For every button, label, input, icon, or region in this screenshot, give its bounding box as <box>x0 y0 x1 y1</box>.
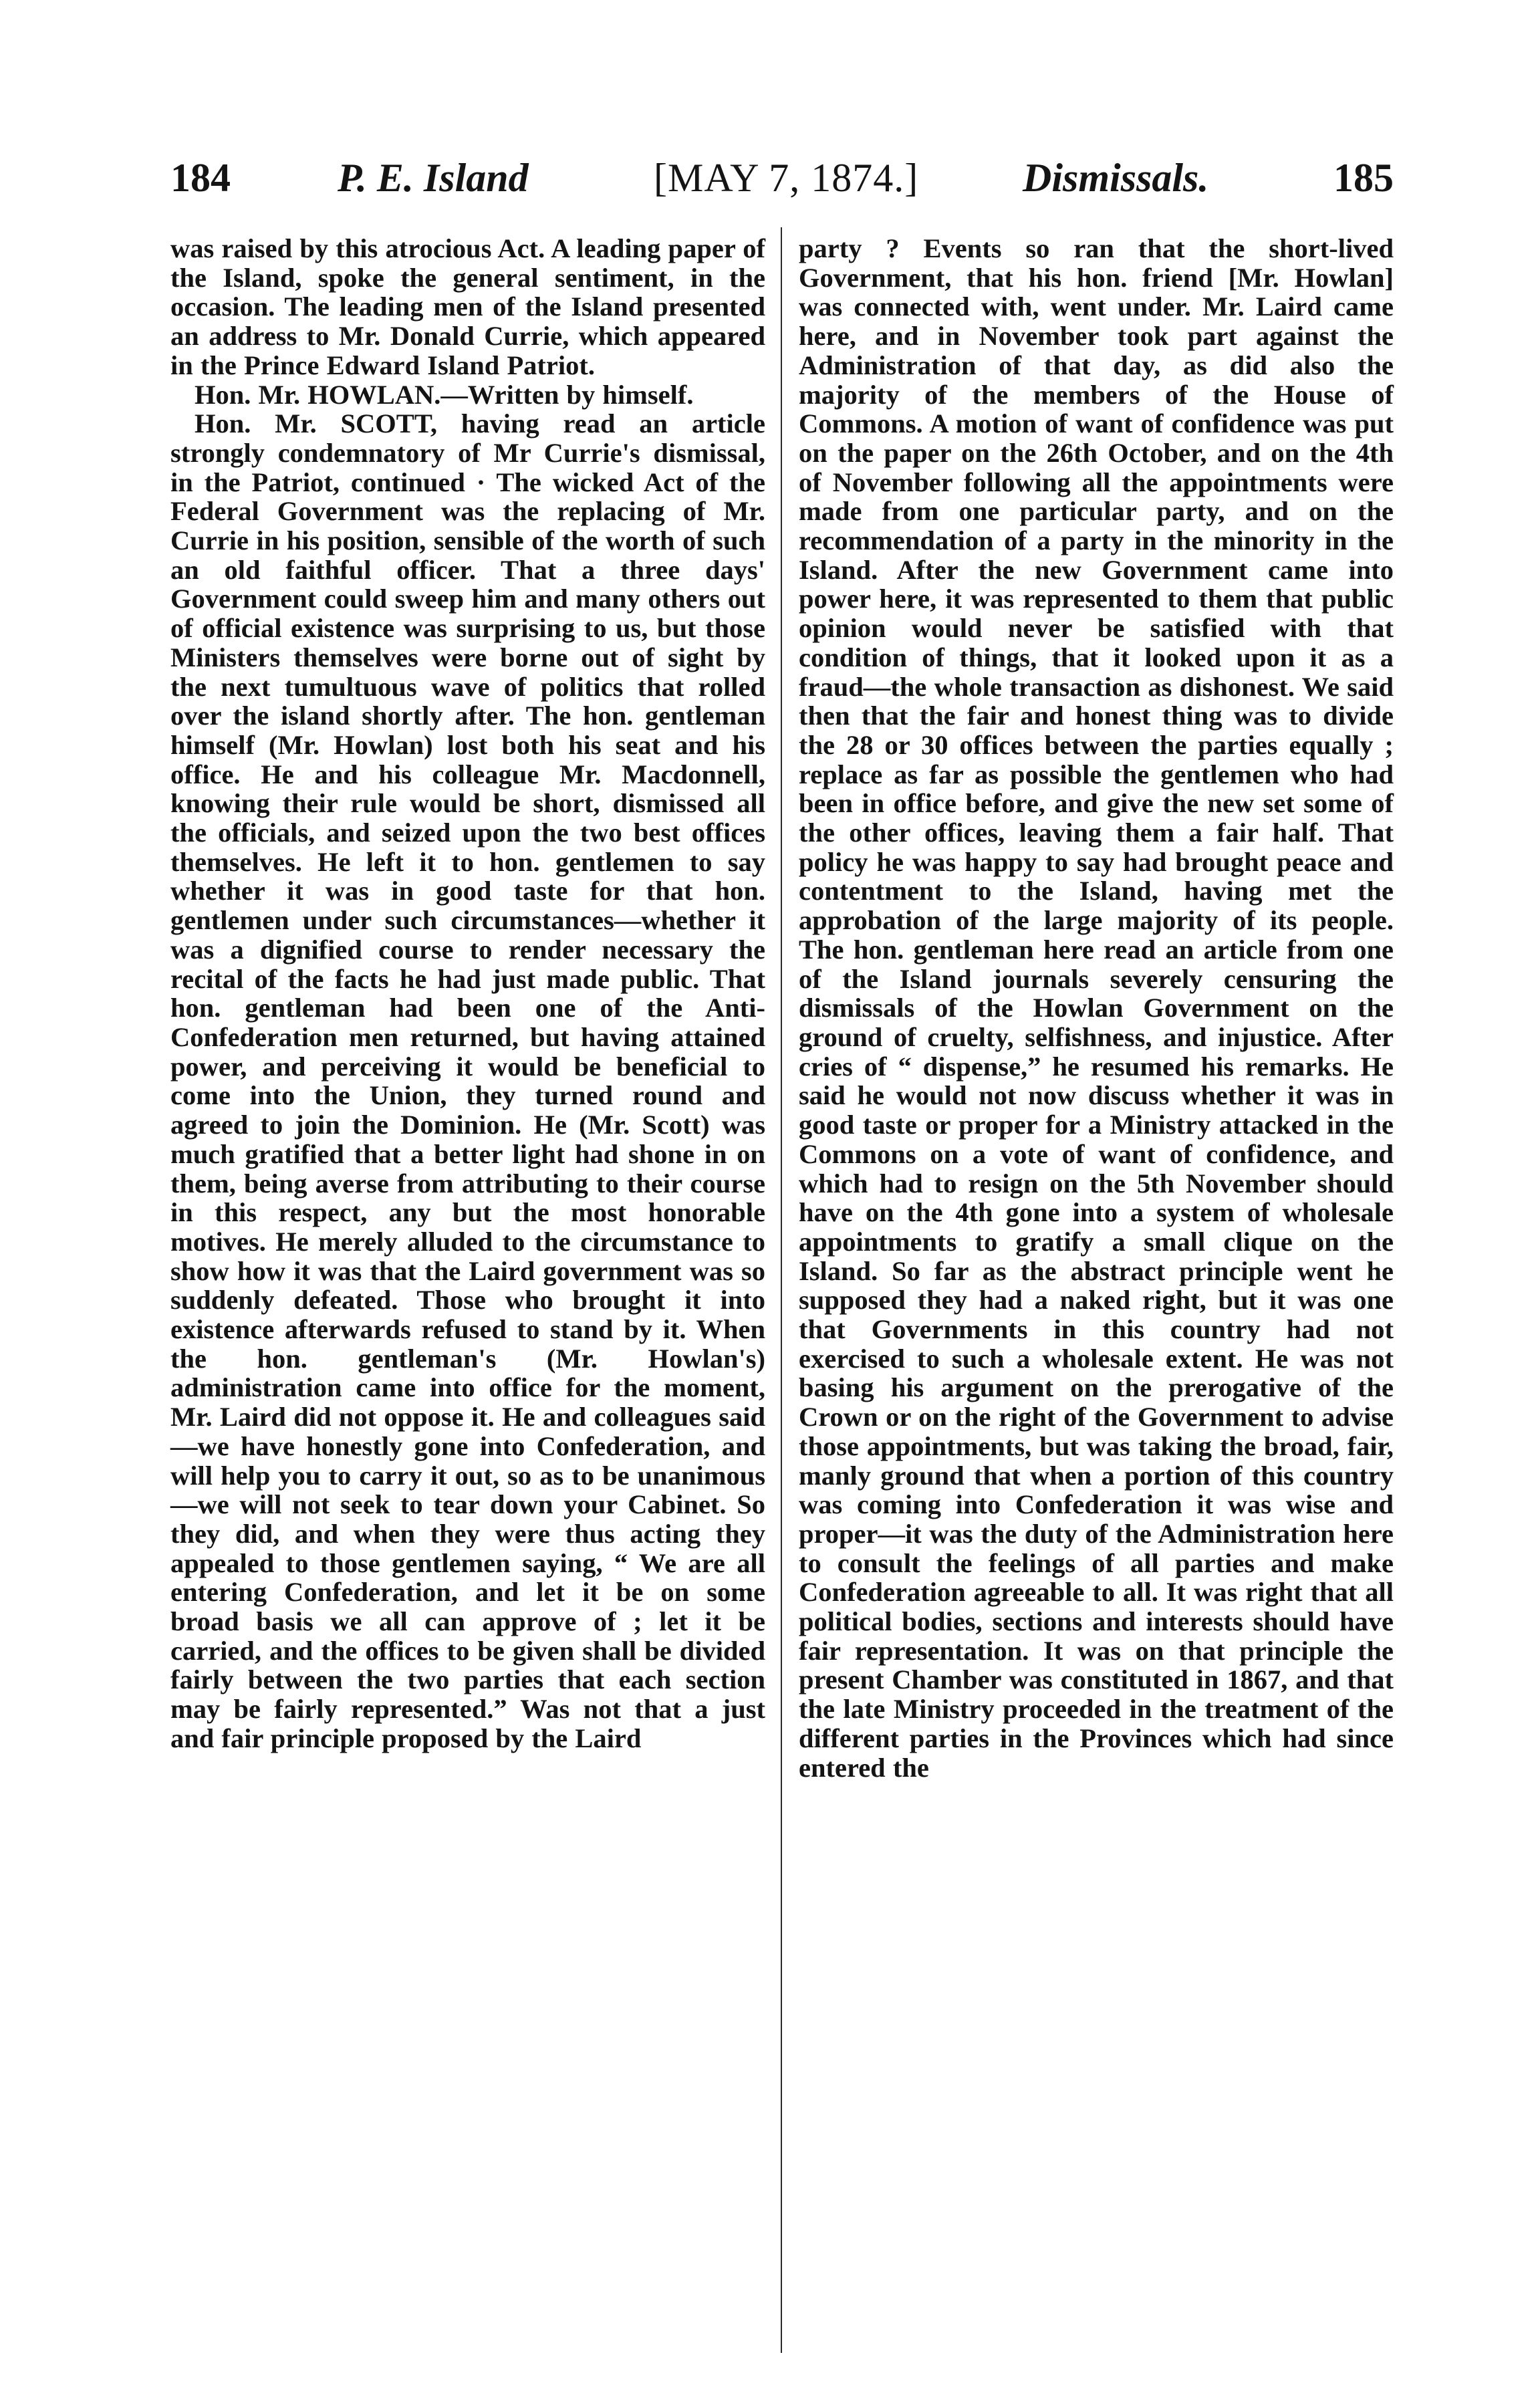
paragraph: Hon. Mr. HOWLAN.—Written by himself. <box>195 379 694 410</box>
left-page-number: 184 <box>170 156 231 200</box>
right-page-number: 185 <box>1333 156 1394 200</box>
page-header <box>170 151 1394 205</box>
left-running-title: P. E. Island <box>338 156 529 200</box>
right-running-title: Dismissals. <box>1023 156 1209 200</box>
column-divider <box>781 227 782 2353</box>
paragraph: Hon. Mr. SCOTT, having read an article strongly condemnatory of Mr Currie's dismissal, in the Patriot, continued · The wicked Act of the Federal Government was the replacing of Mr. Currie in his position, sensible of the worth of such an old faithful officer. That a three days' Government could sweep him and many others out of official existence was surprising to us, but those Ministers themselves were borne out of sight by the next tumultuous wave of politics that rolled over the island shortly after. The hon. gentleman himself (Mr. Howlan) lost both his seat and his office. He and his colleague Mr. Macdonnell, knowing their rule would be short, dismissed all the officials, and seized upon the two best offices themselves. He left it to hon. gentlemen to say whether it was in good taste for that hon. gentlemen under such circumstances—whether it was a dignified course to render necessary the recital of the facts he had just made public. That hon. gentleman had been one of the Anti-Confederation men returned, but having attained power, and perceiving it would be beneficial to come into the Union, they turned round and agreed to join the Dominion. He (Mr. Scott) was much gratified that a better light had shone in on them, being averse from attributing to their course in this respect, any but the most honorable motives. He merely alluded to the circumstance to show how it was that the Laird government was so suddenly defeated. Those who brought it into existence afterwards refused to stand by it. When the hon. gentleman's (Mr. Howlan's) administration came into office for the moment, Mr. Laird did not oppose it. He and colleagues said—we have honestly gone into Confederation, and will help you to carry it out, so as to be unanimous—we will not seek to tear down your Cabinet. So they did, and when they were thus acting they appealed to those gentlemen saying, “ We are all entering Confederation, and let it be on some broad basis we all can approve of ; let it be carried, and the offices to be given shall be divided fairly between the two parties that each section may be fairly represented.” Was not that a just and fair principle proposed by the Laird <box>170 408 765 1753</box>
left-text-column <box>170 234 765 1753</box>
paragraph: party ? Events so ran that the short-lived Government, that his hon. friend [Mr. Howlan] was connected with, went under. Mr. Laird came here, and in November took part against the Administration of that day, as did also the majority of the members of the House of Commons. A motion of want of confidence was put on the paper on the 26th October, and on the 4th of November following all the appointments were made from one particular party, and on the recommendation of a party in the minority in the Island. After the new Government came into power here, it was represented to them that public opinion would never be satisfied with that condition of things, that it looked upon it as a fraud—the whole transaction as dishonest. We said then that the fair and honest thing was to divide the 28 or 30 offices between the parties equally ; replace as far as possible the gentlemen who had been in office before, and give the new set some of the other offices, leaving them a fair half. That policy he was happy to say had brought peace and contentment to the Island, having met the approbation of the large majority of its people. The hon. gentleman here read an article from one of the Island journals severely censuring the dismissals of the Howlan Government on the ground of cruelty, selfishness, and injustice. After cries of “ dispense,” he resumed his remarks. He said he would not now discuss whether it was in good taste or proper for a Ministry attacked in the Commons on a vote of want of confidence, and which had to resign on the 5th November should have on the 4th gone into a system of wholesale appointments to gratify a small clique on the Island. So far as the abstract principle went he supposed they had a naked right, but it was one that Governments in this country had not exercised to such a wholesale extent. He was not basing his argument on the prerogative of the Crown or on the right of the Government to advise those appointments, but was taking the broad, fair, manly ground that when a portion of this country was coming into Confederation it was wise and proper—it was the duty of the Administration here to consult the feelings of all parties and make Confederation agreeable to all. It was right that all political bodies, sections and interests should have fair representation. It was on that principle the present Chamber was constituted in 1867, and that the late Ministry proceeded in the treatment of the different parties in the Provinces which had since entered the <box>799 233 1394 1783</box>
right-text-column <box>799 234 1394 1782</box>
center-date: [MAY 7, 1874.] <box>654 156 919 200</box>
paragraph: was raised by this atrocious Act. A leading paper of the Island, spoke the general sentiment, in the occasion. The leading men of the Island presented an address to Mr. Donald Currie, which appeared in the Prince Edward Island Patriot. <box>170 233 765 380</box>
